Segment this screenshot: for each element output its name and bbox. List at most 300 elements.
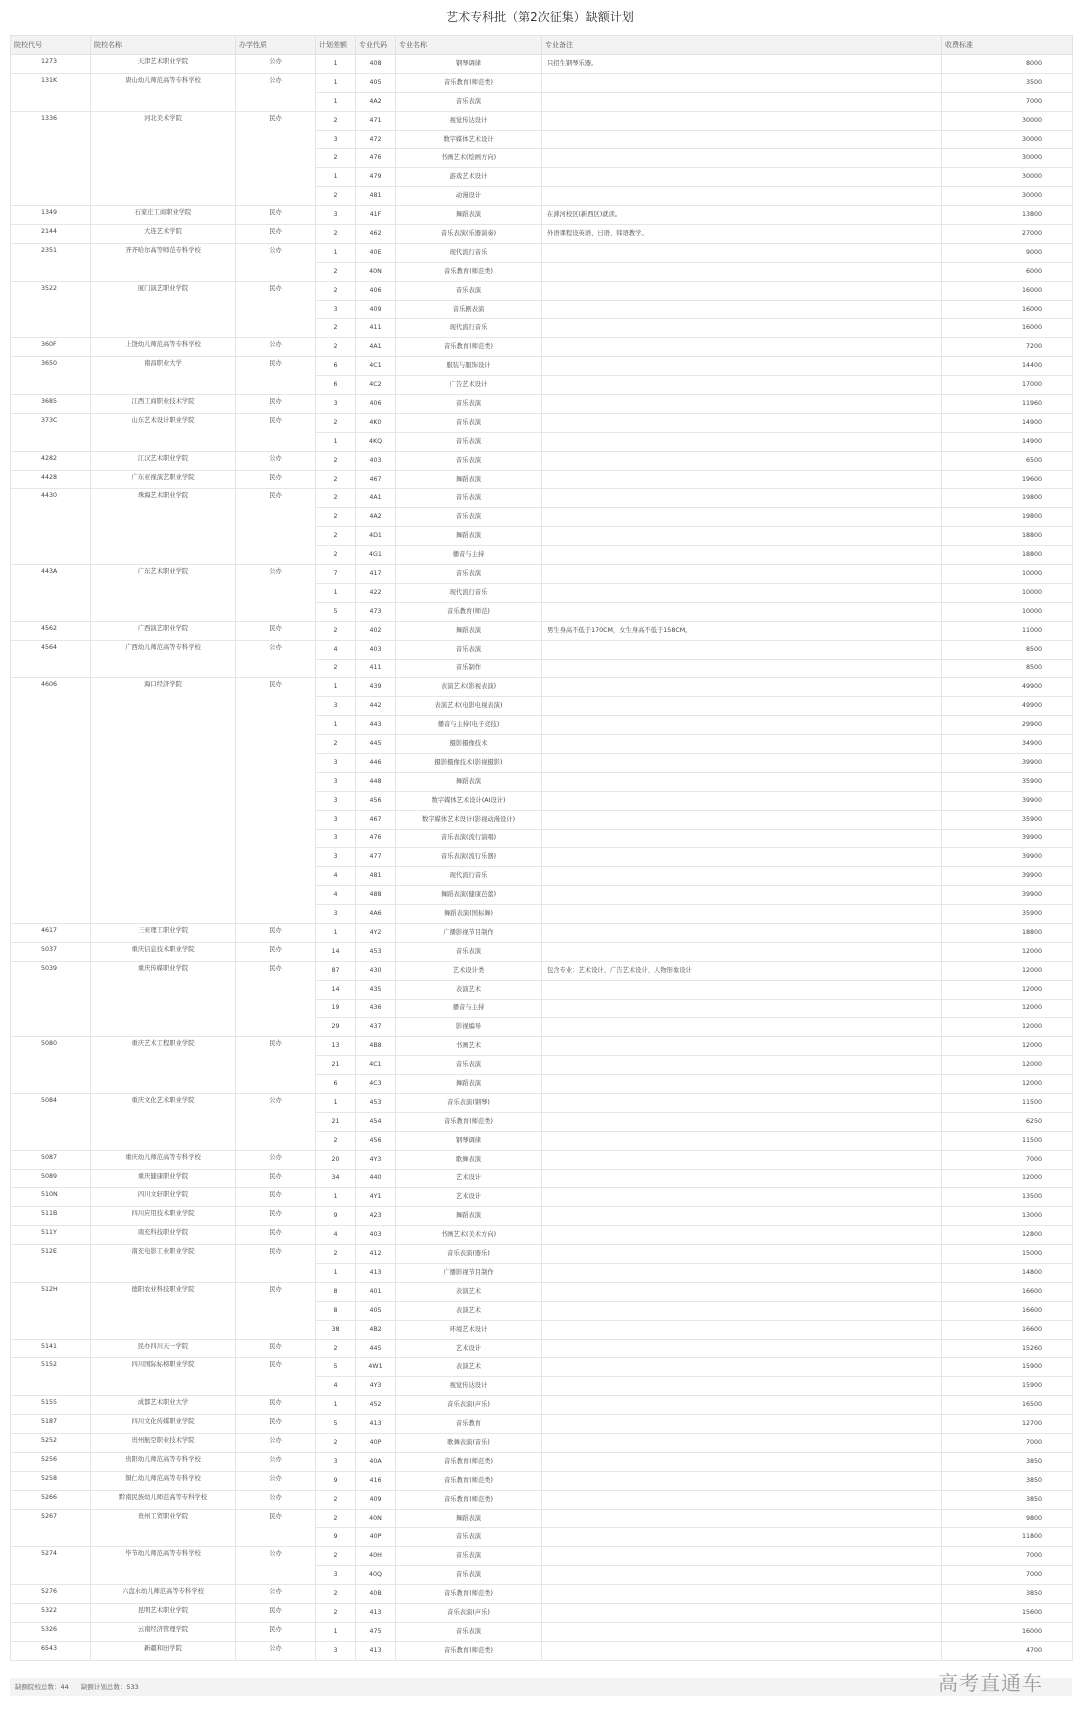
school-type-cell: 民办 [236, 281, 316, 338]
school-name-cell: 天津艺术职业学院 [91, 55, 236, 74]
major-name-cell: 音乐表演 [396, 432, 542, 451]
plan-gap-cell: 9 [316, 1207, 356, 1226]
major-name-cell: 音乐制作 [396, 659, 542, 678]
major-note-cell [542, 1490, 942, 1509]
plan-gap-cell: 2 [316, 1490, 356, 1509]
school-name-cell: 铜仁幼儿师范高等专科学校 [91, 1471, 236, 1490]
major-code-cell: 467 [356, 470, 396, 489]
major-note-cell [542, 772, 942, 791]
plan-gap-cell: 1 [316, 55, 356, 74]
fee-cell: 34900 [942, 735, 1073, 754]
plan-gap-cell: 3 [316, 300, 356, 319]
major-note-cell [542, 1377, 942, 1396]
plan-gap-cell: 3 [316, 1452, 356, 1471]
major-note-cell [542, 319, 942, 338]
school-type-cell: 民办 [236, 1415, 316, 1434]
major-code-cell: 4Y3 [356, 1377, 396, 1396]
school-name-cell: 德阳农业科技职业学院 [91, 1282, 236, 1339]
major-name-cell: 音乐表演 [396, 1547, 542, 1566]
major-name-cell: 舞蹈表演 [396, 527, 542, 546]
major-code-cell: 403 [356, 640, 396, 659]
major-note-cell [542, 905, 942, 924]
fee-cell: 8500 [942, 659, 1073, 678]
school-code-cell: 3650 [11, 357, 91, 395]
fee-cell: 15000 [942, 1245, 1073, 1264]
school-name-cell: 珠海艺术职业学院 [91, 489, 236, 565]
school-name-cell: 齐齐哈尔高等师范专科学校 [91, 243, 236, 281]
major-name-cell: 舞蹈表演(健康芭蕾) [396, 886, 542, 905]
major-code-cell: 4C1 [356, 357, 396, 376]
major-name-cell: 音乐表演(乐器演奏) [396, 225, 542, 244]
table-row [11, 1622, 1073, 1641]
plan-gap-cell: 6 [316, 357, 356, 376]
school-code-cell: 511Y [11, 1226, 91, 1245]
table-row [11, 1452, 1073, 1471]
fee-cell: 10000 [942, 602, 1073, 621]
plan-gap-cell: 2 [316, 621, 356, 640]
school-name-cell: 四川应用技术职业学院 [91, 1207, 236, 1226]
major-name-cell: 舞蹈表演 [396, 1509, 542, 1528]
fee-cell: 16500 [942, 1396, 1073, 1415]
major-name-cell: 广播影视节目制作 [396, 923, 542, 942]
major-name-cell: 音乐表演(声乐) [396, 1604, 542, 1623]
school-code-cell: 5274 [11, 1547, 91, 1585]
major-note-cell [542, 999, 942, 1018]
plan-table [10, 35, 1073, 1661]
table-row [11, 281, 1073, 300]
school-type-cell: 民办 [236, 1207, 316, 1226]
major-note-cell [542, 678, 942, 697]
plan-gap-cell: 2 [316, 149, 356, 168]
major-note-cell [542, 1358, 942, 1377]
plan-gap-cell: 2 [316, 262, 356, 281]
major-note-cell [542, 640, 942, 659]
plan-table-container [10, 35, 1072, 1661]
school-code-cell: 131K [11, 73, 91, 111]
major-name-cell: 音乐表演 [396, 413, 542, 432]
fee-cell: 6250 [942, 1112, 1073, 1131]
major-name-cell: 动漫设计 [396, 187, 542, 206]
school-type-cell: 民办 [236, 1226, 316, 1245]
plan-total-value: 533 [126, 1683, 139, 1691]
school-name-cell: 成都艺术职业大学 [91, 1396, 236, 1415]
school-type-cell: 公办 [236, 565, 316, 622]
col-header-school-code: 院校代号 [11, 36, 91, 55]
major-code-cell: 4C3 [356, 1075, 396, 1094]
school-name-cell: 南充科技职业学院 [91, 1226, 236, 1245]
school-code-cell: 5187 [11, 1415, 91, 1434]
major-note-cell [542, 395, 942, 414]
major-name-cell: 歌舞表演 [396, 1150, 542, 1169]
plan-gap-cell: 4 [316, 1226, 356, 1245]
major-note-cell [542, 602, 942, 621]
major-note-cell: 包含专业：艺术设计、广告艺术设计、人物形象设计 [542, 961, 942, 980]
table-row [11, 470, 1073, 489]
plan-gap-cell: 1 [316, 1622, 356, 1641]
major-name-cell: 书画艺术(美术方向) [396, 1226, 542, 1245]
school-type-cell: 公办 [236, 55, 316, 74]
table-row [11, 206, 1073, 225]
plan-gap-cell: 2 [316, 659, 356, 678]
school-type-cell: 民办 [236, 1509, 316, 1547]
major-code-cell: 423 [356, 1207, 396, 1226]
fee-cell: 16600 [942, 1282, 1073, 1301]
major-note-cell: 外语课程设英语、日语、韩语教学。 [542, 225, 942, 244]
major-code-cell: 4B2 [356, 1320, 396, 1339]
school-type-cell: 公办 [236, 73, 316, 111]
school-code-cell: 5155 [11, 1396, 91, 1415]
major-code-cell: 443 [356, 716, 396, 735]
plan-gap-cell: 2 [316, 489, 356, 508]
fee-cell: 18800 [942, 527, 1073, 546]
major-name-cell: 视觉传达设计 [396, 111, 542, 130]
major-note-cell [542, 413, 942, 432]
school-code-cell: 5267 [11, 1509, 91, 1547]
fee-cell: 12800 [942, 1226, 1073, 1245]
major-code-cell: 411 [356, 319, 396, 338]
major-code-cell: 417 [356, 565, 396, 584]
school-type-cell: 公办 [236, 1547, 316, 1585]
major-note-cell [542, 1339, 942, 1358]
fee-cell: 9800 [942, 1509, 1073, 1528]
plan-gap-cell: 2 [316, 281, 356, 300]
fee-cell: 19800 [942, 508, 1073, 527]
major-code-cell: 402 [356, 621, 396, 640]
major-name-cell: 表演艺术(电影电视表演) [396, 697, 542, 716]
plan-gap-cell: 3 [316, 791, 356, 810]
major-code-cell: 40B [356, 1585, 396, 1604]
major-note-cell [542, 1226, 942, 1245]
plan-gap-cell: 6 [316, 1075, 356, 1094]
plan-gap-cell: 1 [316, 168, 356, 187]
major-code-cell: 481 [356, 867, 396, 886]
major-note-cell [542, 848, 942, 867]
fee-cell: 14800 [942, 1264, 1073, 1283]
major-note-cell [542, 1320, 942, 1339]
fee-cell: 12000 [942, 1075, 1073, 1094]
school-name-cell: 六盘水幼儿师范高等专科学校 [91, 1585, 236, 1604]
major-note-cell [542, 1037, 942, 1056]
major-note-cell [542, 376, 942, 395]
fee-cell: 11500 [942, 1093, 1073, 1112]
fee-cell: 19800 [942, 489, 1073, 508]
table-row [11, 451, 1073, 470]
plan-gap-cell: 2 [316, 413, 356, 432]
major-name-cell: 音乐教育(师范) [396, 602, 542, 621]
school-code-cell: 373C [11, 413, 91, 451]
major-note-cell [542, 357, 942, 376]
major-name-cell: 音乐教育(师范类) [396, 1471, 542, 1490]
school-code-cell: 3522 [11, 281, 91, 338]
major-name-cell: 音乐表演(声乐) [396, 1396, 542, 1415]
fee-cell: 14900 [942, 413, 1073, 432]
table-row [11, 1245, 1073, 1264]
fee-cell: 30000 [942, 130, 1073, 149]
school-name-cell: 云南经济管理学院 [91, 1622, 236, 1641]
major-name-cell: 音乐教育(师范类) [396, 1112, 542, 1131]
school-name-cell: 贵阳幼儿师范高等专科学校 [91, 1452, 236, 1471]
plan-gap-cell: 38 [316, 1320, 356, 1339]
major-name-cell: 音乐表演 [396, 1056, 542, 1075]
school-type-cell: 民办 [236, 111, 316, 205]
major-name-cell: 摄影摄像技术 [396, 735, 542, 754]
major-note-cell [542, 753, 942, 772]
major-code-cell: 4C1 [356, 1056, 396, 1075]
plan-gap-cell: 1 [316, 243, 356, 262]
col-header-plan-gap: 计划差额 [316, 36, 356, 55]
major-note-cell [542, 130, 942, 149]
school-name-cell: 贵州工贸职业学院 [91, 1509, 236, 1547]
plan-gap-cell: 5 [316, 1358, 356, 1377]
major-code-cell: 475 [356, 1622, 396, 1641]
major-code-cell: 479 [356, 168, 396, 187]
major-note-cell [542, 565, 942, 584]
table-row [11, 1490, 1073, 1509]
major-code-cell: 476 [356, 149, 396, 168]
fee-cell: 39900 [942, 886, 1073, 905]
plan-gap-cell: 34 [316, 1169, 356, 1188]
major-name-cell: 音乐表演 [396, 942, 542, 961]
fee-cell: 8500 [942, 640, 1073, 659]
major-code-cell: 4A6 [356, 905, 396, 924]
major-code-cell: 40P [356, 1434, 396, 1453]
school-name-cell: 重庆信息技术职业学院 [91, 942, 236, 961]
major-name-cell: 音乐教育(师范类) [396, 1490, 542, 1509]
plan-gap-cell: 2 [316, 1245, 356, 1264]
major-code-cell: 442 [356, 697, 396, 716]
major-note-cell [542, 489, 942, 508]
school-code-cell: 4606 [11, 678, 91, 924]
table-row [11, 1415, 1073, 1434]
table-row [11, 1282, 1073, 1301]
major-name-cell: 播音与主持 [396, 546, 542, 565]
major-code-cell: 413 [356, 1264, 396, 1283]
fee-cell: 15260 [942, 1339, 1073, 1358]
major-code-cell: 406 [356, 281, 396, 300]
school-type-cell: 民办 [236, 206, 316, 225]
major-name-cell: 舞蹈表演 [396, 1207, 542, 1226]
major-name-cell: 舞蹈表演 [396, 1075, 542, 1094]
major-name-cell: 摄影摄像技术(影视摄影) [396, 753, 542, 772]
school-name-cell: 重庆艺术工程职业学院 [91, 1037, 236, 1094]
fee-cell: 10000 [942, 565, 1073, 584]
school-name-cell: 广西幼儿师范高等专科学校 [91, 640, 236, 678]
school-code-cell: 4617 [11, 923, 91, 942]
table-row [11, 489, 1073, 508]
major-name-cell: 音乐表演 [396, 281, 542, 300]
school-name-cell: 山东艺术设计职业学院 [91, 413, 236, 451]
major-name-cell: 音乐教育(师范类) [396, 1452, 542, 1471]
fee-cell: 29900 [942, 716, 1073, 735]
major-name-cell: 表演艺术 [396, 1358, 542, 1377]
major-name-cell: 书画艺术 [396, 1037, 542, 1056]
school-type-cell: 民办 [236, 961, 316, 1037]
plan-gap-cell: 3 [316, 395, 356, 414]
plan-gap-cell: 3 [316, 772, 356, 791]
fee-cell: 11800 [942, 1528, 1073, 1547]
major-name-cell: 音乐表演 [396, 489, 542, 508]
table-row [11, 111, 1073, 130]
major-note-cell [542, 168, 942, 187]
major-name-cell: 音乐表演 [396, 508, 542, 527]
school-type-cell: 民办 [236, 225, 316, 244]
school-type-cell: 民办 [236, 1282, 316, 1339]
major-note-cell [542, 659, 942, 678]
major-note-cell [542, 810, 942, 829]
fee-cell: 15900 [942, 1358, 1073, 1377]
major-note-cell [542, 791, 942, 810]
page-title: 艺术专科批（第2次征集）缺额计划 [446, 10, 634, 24]
fee-cell: 12000 [942, 1018, 1073, 1037]
col-header-school-type: 办学性质 [236, 36, 316, 55]
plan-gap-cell: 9 [316, 1528, 356, 1547]
major-code-cell: 40N [356, 262, 396, 281]
major-note-cell [542, 1622, 942, 1641]
school-name-cell: 民办四川天一学院 [91, 1339, 236, 1358]
school-type-cell: 公办 [236, 1585, 316, 1604]
table-row [11, 1207, 1073, 1226]
major-name-cell: 舞蹈表演(国标舞) [396, 905, 542, 924]
school-name-cell: 四川文轩职业学院 [91, 1188, 236, 1207]
school-type-cell: 公办 [236, 1490, 316, 1509]
school-name-cell: 四川国际标榜职业学院 [91, 1358, 236, 1396]
schools-total-label: 缺额院校总数： [15, 1683, 61, 1691]
major-note-cell [542, 73, 942, 92]
plan-gap-cell: 1 [316, 73, 356, 92]
plan-gap-cell: 2 [316, 225, 356, 244]
major-code-cell: 4KQ [356, 432, 396, 451]
school-name-cell: 唐山幼儿师范高等专科学校 [91, 73, 236, 111]
fee-cell: 19600 [942, 470, 1073, 489]
school-code-cell: 6543 [11, 1641, 91, 1660]
major-code-cell: 41F [356, 206, 396, 225]
table-row [11, 1434, 1073, 1453]
major-code-cell: 40P [356, 1528, 396, 1547]
plan-gap-cell: 14 [316, 980, 356, 999]
plan-gap-cell: 3 [316, 905, 356, 924]
major-code-cell: 446 [356, 753, 396, 772]
table-row [11, 1339, 1073, 1358]
major-name-cell: 数字媒体艺术设计(影视动漫设计) [396, 810, 542, 829]
school-type-cell: 民办 [236, 413, 316, 451]
major-note-cell [542, 1301, 942, 1320]
plan-gap-cell: 2 [316, 338, 356, 357]
major-name-cell: 音乐剧表演 [396, 300, 542, 319]
plan-gap-cell: 8 [316, 1282, 356, 1301]
school-code-cell: 5039 [11, 961, 91, 1037]
major-name-cell: 音乐表演(流行演唱) [396, 829, 542, 848]
fee-cell: 4700 [942, 1641, 1073, 1660]
plan-gap-cell: 2 [316, 1604, 356, 1623]
major-code-cell: 406 [356, 395, 396, 414]
school-name-cell: 毕节幼儿师范高等专科学校 [91, 1547, 236, 1585]
major-note-cell [542, 867, 942, 886]
major-code-cell: 4Y1 [356, 1188, 396, 1207]
major-code-cell: 471 [356, 111, 396, 130]
major-code-cell: 4C2 [356, 376, 396, 395]
major-note-cell [542, 432, 942, 451]
major-name-cell: 音乐表演 [396, 451, 542, 470]
plan-gap-cell: 1 [316, 432, 356, 451]
major-name-cell: 现代流行音乐 [396, 867, 542, 886]
major-name-cell: 播音与主持 [396, 999, 542, 1018]
fee-cell: 35900 [942, 905, 1073, 924]
major-note-cell [542, 1150, 942, 1169]
major-note-cell [542, 1264, 942, 1283]
plan-gap-cell: 13 [316, 1037, 356, 1056]
major-note-cell: 男生身高不低于170CM，女生身高不低于158CM。 [542, 621, 942, 640]
major-code-cell: 452 [356, 1396, 396, 1415]
major-code-cell: 403 [356, 451, 396, 470]
table-row [11, 1037, 1073, 1056]
fee-cell: 7000 [942, 92, 1073, 111]
school-name-cell: 南充电影工业职业学院 [91, 1245, 236, 1283]
plan-gap-cell: 20 [316, 1150, 356, 1169]
major-note-cell [542, 243, 942, 262]
major-code-cell: 445 [356, 1339, 396, 1358]
plan-gap-cell: 3 [316, 1566, 356, 1585]
plan-gap-cell: 1 [316, 1264, 356, 1283]
major-name-cell: 音乐表演(器乐) [396, 1245, 542, 1264]
plan-gap-cell: 1 [316, 678, 356, 697]
major-code-cell: 472 [356, 130, 396, 149]
fee-cell: 30000 [942, 149, 1073, 168]
school-type-cell: 民办 [236, 1339, 316, 1358]
plan-gap-cell: 2 [316, 527, 356, 546]
plan-gap-cell: 2 [316, 508, 356, 527]
major-code-cell: 436 [356, 999, 396, 1018]
major-code-cell: 4Y2 [356, 923, 396, 942]
major-note-cell [542, 527, 942, 546]
plan-gap-cell: 14 [316, 942, 356, 961]
school-type-cell: 民办 [236, 678, 316, 924]
plan-gap-cell: 3 [316, 130, 356, 149]
major-name-cell: 音乐表演(钢琴) [396, 1093, 542, 1112]
major-note-cell [542, 451, 942, 470]
school-code-cell: 5080 [11, 1037, 91, 1094]
fee-cell: 16600 [942, 1320, 1073, 1339]
major-code-cell: 411 [356, 659, 396, 678]
school-name-cell: 石家庄工商职业学院 [91, 206, 236, 225]
major-code-cell: 4B8 [356, 1037, 396, 1056]
plan-gap-cell: 21 [316, 1112, 356, 1131]
plan-gap-cell: 1 [316, 1093, 356, 1112]
school-code-cell: 3685 [11, 395, 91, 414]
fee-cell: 6000 [942, 262, 1073, 281]
plan-gap-cell: 2 [316, 1509, 356, 1528]
plan-gap-cell: 2 [316, 187, 356, 206]
fee-cell: 12000 [942, 1169, 1073, 1188]
fee-cell: 3850 [942, 1585, 1073, 1604]
school-name-cell: 三亚理工职业学院 [91, 923, 236, 942]
fee-cell: 18800 [942, 546, 1073, 565]
school-code-cell: 4428 [11, 470, 91, 489]
major-note-cell [542, 1604, 942, 1623]
table-header-row [11, 36, 1073, 55]
major-note-cell [542, 111, 942, 130]
major-code-cell: 467 [356, 810, 396, 829]
plan-gap-cell: 2 [316, 735, 356, 754]
table-row [11, 55, 1073, 74]
major-code-cell: 413 [356, 1415, 396, 1434]
fee-cell: 49900 [942, 678, 1073, 697]
major-note-cell [542, 281, 942, 300]
table-row [11, 640, 1073, 659]
school-type-cell: 民办 [236, 489, 316, 565]
fee-cell: 30000 [942, 111, 1073, 130]
fee-cell: 39900 [942, 753, 1073, 772]
table-row [11, 1093, 1073, 1112]
